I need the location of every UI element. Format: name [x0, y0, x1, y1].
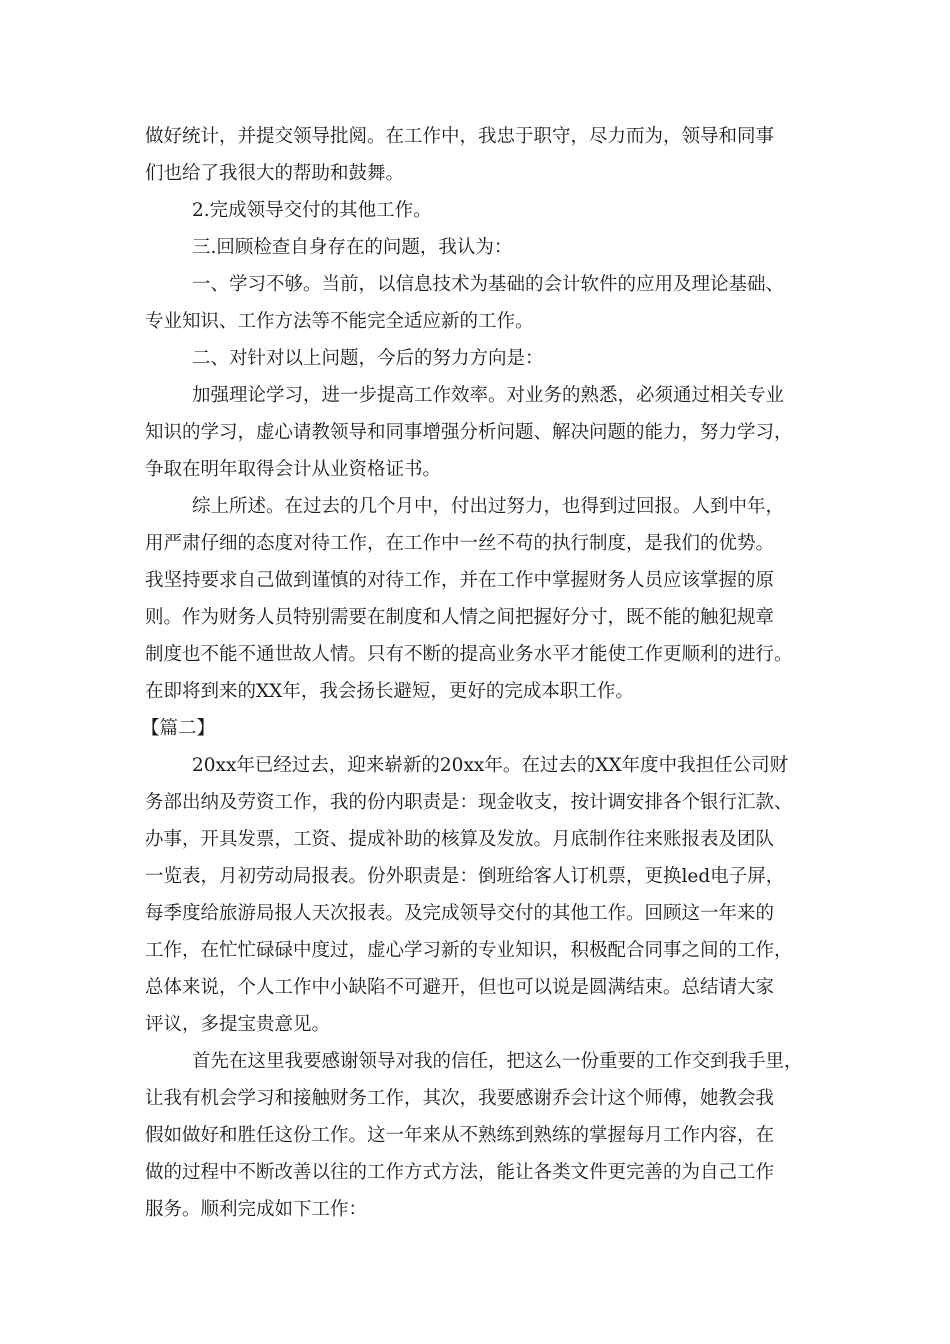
text-line: 我坚持要求自己做到谨慎的对待工作，并在工作中掌握财务人员应该掌握的原 — [145, 570, 775, 591]
text-line: 工作，在忙忙碌碌中度过，虚心学习新的专业知识，积极配合同事之间的工作， — [145, 940, 793, 961]
text-line: 们也给了我很大的帮助和鼓舞。 — [145, 163, 405, 184]
text-line: 制度也不能不通世故人情。只有不断的提高业务水平才能使工作更顺利的进行。 — [145, 644, 793, 665]
text-line: 二、对针对以上问题，今后的努力方向是： — [192, 348, 544, 369]
text-line: 办事，开具发票，工资、提成补助的核算及发放。月底制作往来账报表及团队 — [145, 829, 775, 850]
document-body — [141, 118, 815, 1228]
text-line: 假如做好和胜任这份工作。这一年来从不熟练到熟练的掌握每月工作内容，在 — [145, 1125, 775, 1146]
text-line: 评议，多提宝贵意见。 — [145, 1014, 331, 1035]
text-line: 务部出纳及劳资工作，我的份内职责是：现金收支，按计调安排各个银行汇款、 — [145, 792, 793, 813]
text-line: 专业知识、工作方法等不能完全适应新的工作。 — [145, 311, 534, 332]
text-line: 做的过程中不断改善以往的工作方式方法，能让各类文件更完善的为自己工作 — [145, 1162, 775, 1183]
text-line: 加强理论学习，进一步提高工作效率。对业务的熟悉，必须通过相关专业 — [192, 385, 785, 406]
text-line: 每季度给旅游局报人天次报表。及完成领导交付的其他工作。回顾这一年来的 — [145, 903, 775, 924]
text-line: 做好统计，并提交领导批阅。在工作中，我忠于职守，尽力而为，领导和同事 — [145, 126, 775, 147]
text-line: 首先在这里我要感谢领导对我的信任，把这么一份重要的工作交到我手里， — [192, 1051, 803, 1072]
text-line: 一、学习不够。当前，以信息技术为基础的会计软件的应用及理论基础、 — [192, 274, 785, 295]
text-line: 总体来说，个人工作中小缺陷不可避开，但也可以说是圆满结束。总结请大家 — [145, 977, 775, 998]
text-line: 让我有机会学习和接触财务工作，其次，我要感谢乔会计这个师傅，她教会我 — [145, 1088, 775, 1109]
section-heading: 【篇二】 — [141, 718, 216, 739]
text-line: 一览表，月初劳动局报表。份外职责是：倒班给客人订机票，更换led电子屏， — [145, 866, 785, 887]
text-line: 在即将到来的XX年，我会扬长避短，更好的完成本职工作。 — [145, 681, 634, 702]
text-line: 综上所述。在过去的几个月中，付出过努力，也得到过回报。人到中年， — [192, 496, 785, 517]
text-line: 2.完成领导交付的其他工作。 — [192, 200, 432, 221]
text-line: 争取在明年取得会计从业资格证书。 — [145, 459, 442, 480]
text-line: 知识的学习，虚心请教领导和同事增强分析问题、解决问题的能力，努力学习， — [145, 422, 793, 443]
text-line: 用严肃仔细的态度对待工作，在工作中一丝不苟的执行制度，是我们的优势。 — [145, 533, 775, 554]
text-line: 三.回顾检查自身存在的问题，我认为： — [192, 237, 513, 258]
text-line: 则。作为财务人员特别需要在制度和人情之间把握好分寸，既不能的触犯规章 — [145, 607, 775, 628]
text-line: 服务。顺利完成如下工作： — [145, 1199, 368, 1220]
text-line: 20xx年已经过去，迎来崭新的20xx年。在过去的XX年度中我担任公司财 — [192, 755, 789, 776]
